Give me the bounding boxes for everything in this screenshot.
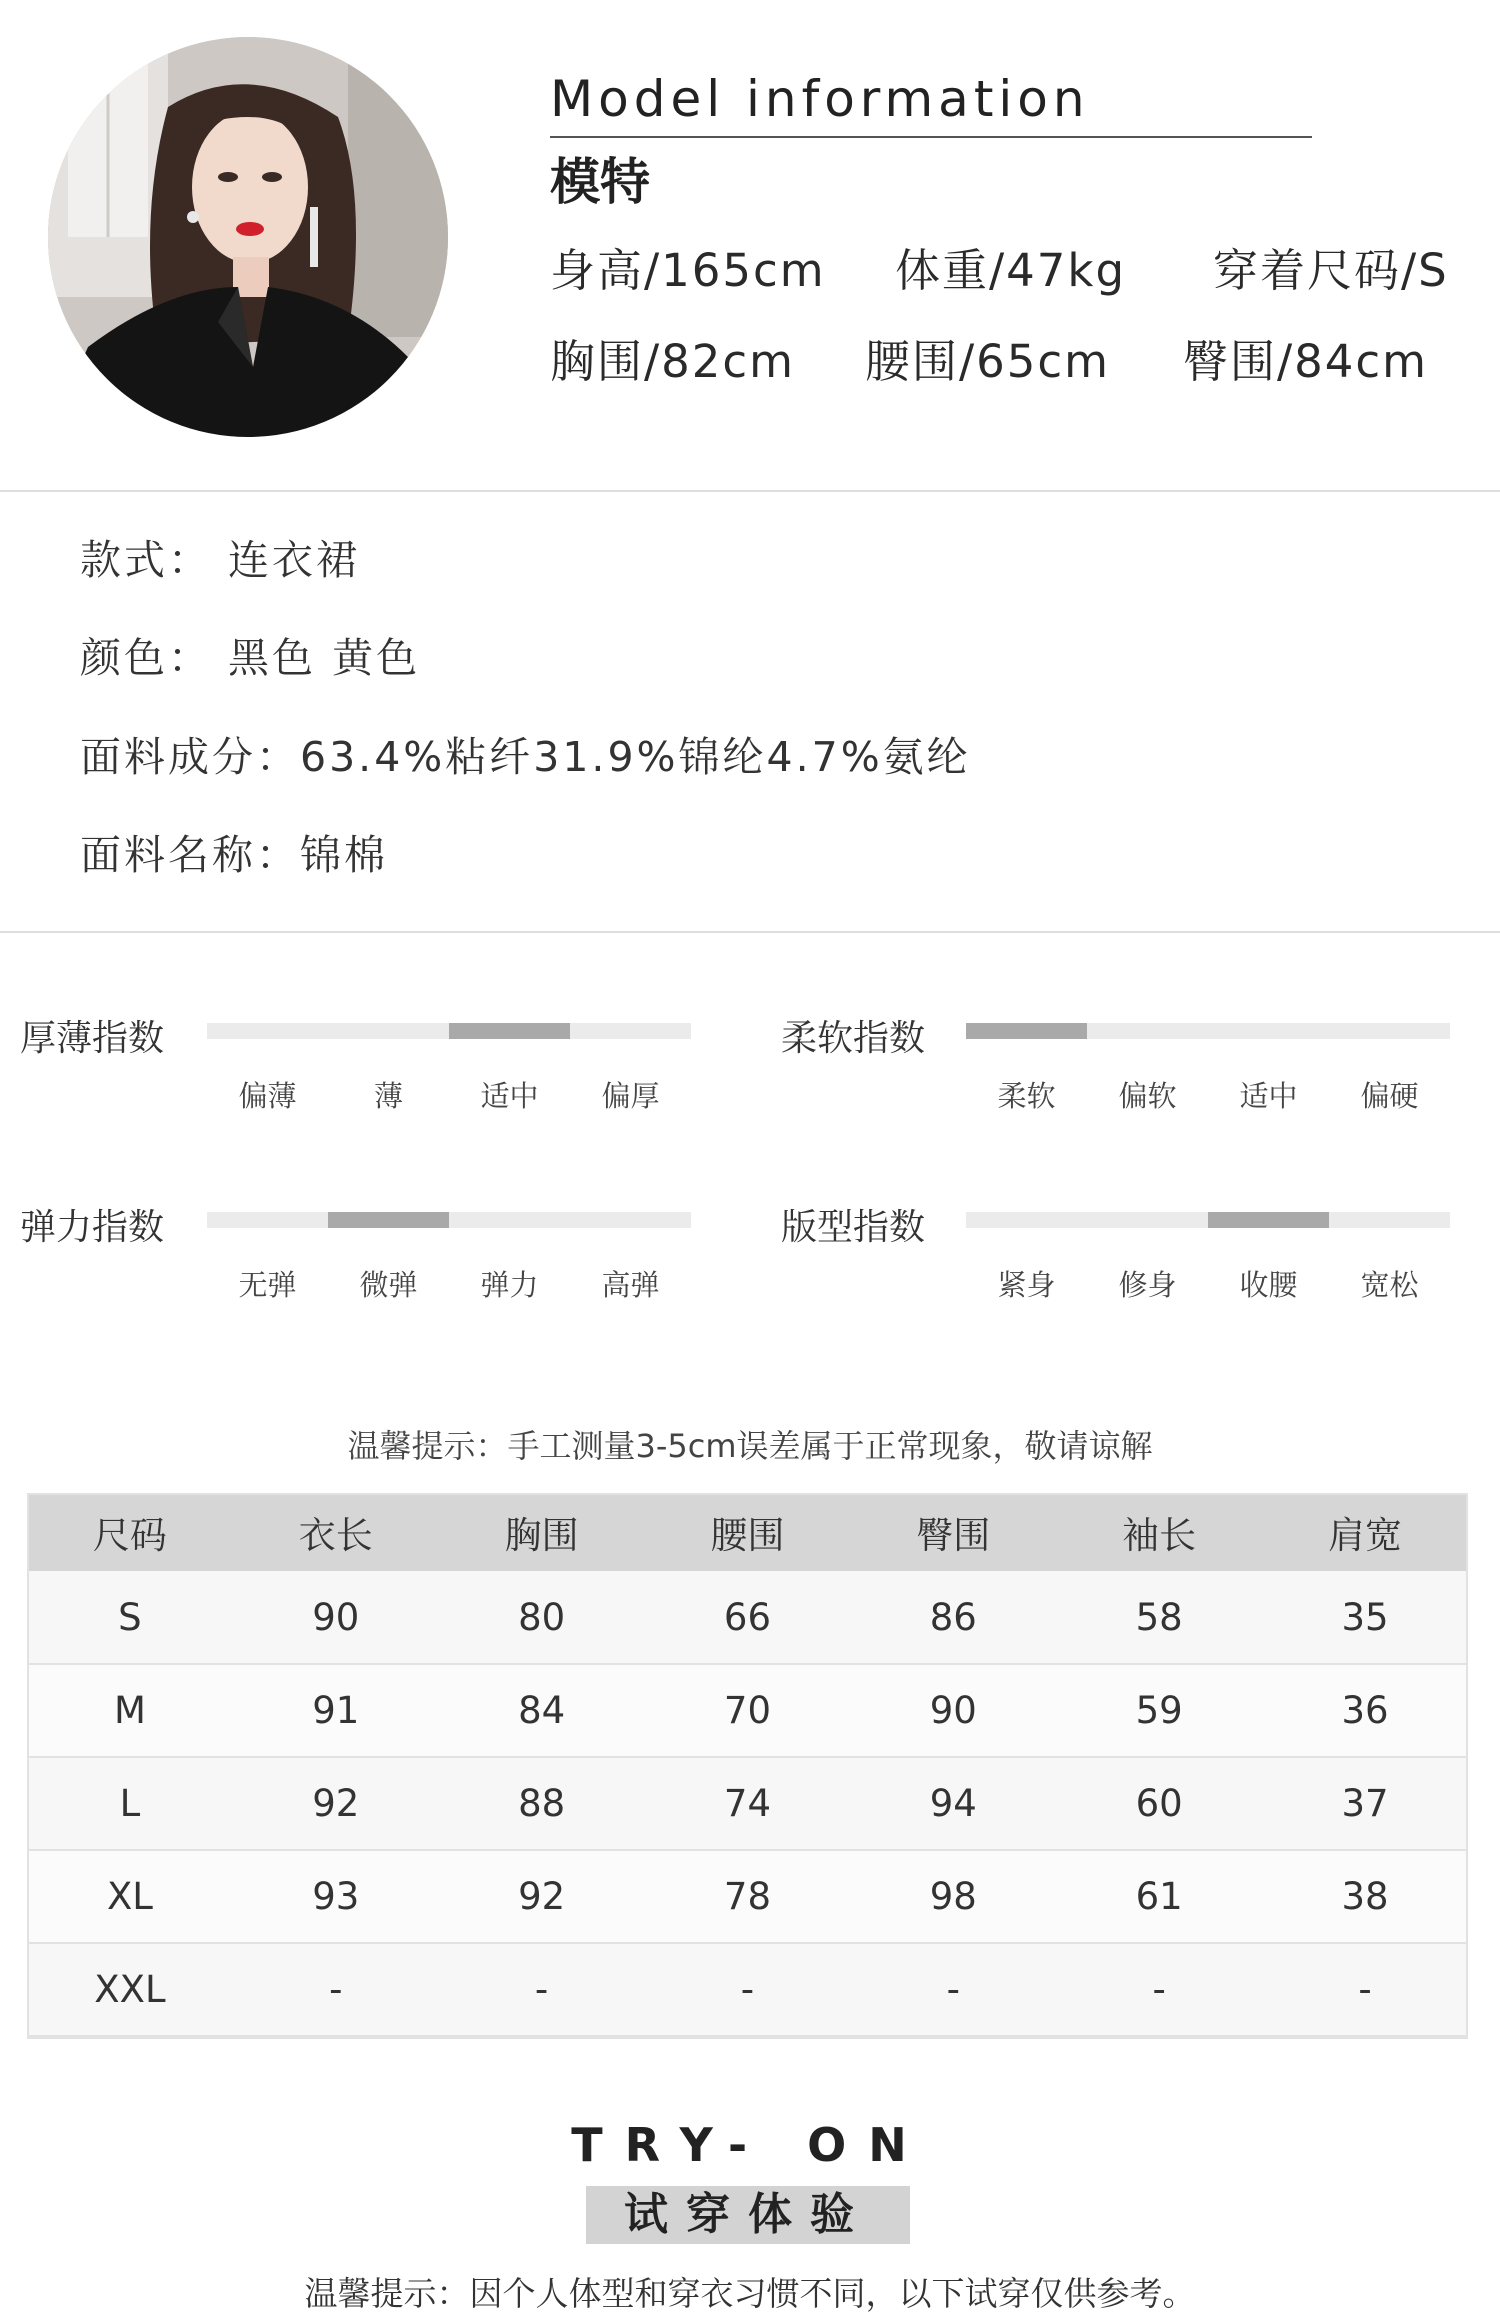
- table-row: [27, 1664, 1468, 1757]
- table-cell: 60: [1056, 1757, 1262, 1850]
- table-cell: 92: [233, 1757, 439, 1850]
- table-cell: 80: [439, 1571, 645, 1664]
- model-title-cn: 模特: [550, 153, 650, 211]
- index-option: 微弹: [359, 1268, 418, 1302]
- index-option: 收腰: [1239, 1268, 1298, 1302]
- model-waist: 腰围/65cm: [865, 335, 1110, 388]
- index-selected-marker: [328, 1212, 449, 1228]
- index-option: 偏硬: [1360, 1079, 1419, 1113]
- table-cell: -: [1056, 1943, 1262, 2036]
- index-title: 弹力指数: [20, 1207, 165, 1248]
- model-portrait-image: [48, 37, 448, 437]
- table-cell: -: [645, 1943, 851, 2036]
- model-weight: 体重/47kg: [895, 244, 1127, 297]
- heading-underline: [550, 136, 1312, 138]
- table-header-cell: 衣长: [233, 1493, 439, 1571]
- table-cell: 61: [1056, 1850, 1262, 1943]
- table-cell: 66: [645, 1571, 851, 1664]
- table-cell: -: [850, 1943, 1056, 2036]
- table-cell: 86: [850, 1571, 1056, 1664]
- table-cell: 35: [1262, 1571, 1468, 1664]
- index-track: [966, 1212, 1450, 1228]
- index-option: 修身: [1118, 1268, 1177, 1302]
- table-row: [27, 1757, 1468, 1850]
- section-divider: [0, 931, 1500, 933]
- size-table: [27, 1493, 1468, 2037]
- table-cell: 70: [645, 1664, 851, 1757]
- index-option: 偏厚: [601, 1079, 660, 1113]
- table-cell: 90: [233, 1571, 439, 1664]
- model-bust: 胸围/82cm: [550, 335, 795, 388]
- index-selected-marker: [1208, 1212, 1329, 1228]
- table-row: [27, 1850, 1468, 1943]
- index-option: 紧身: [997, 1268, 1056, 1302]
- table-header-cell: 肩宽: [1262, 1493, 1468, 1571]
- tryon-note: 温馨提示：因个人体型和穿衣习惯不同，以下试穿仅供参考。: [304, 2274, 1196, 2313]
- model-size: 穿着尺码/S: [1213, 244, 1449, 297]
- size-label-cell: XL: [27, 1850, 233, 1943]
- index-option: 偏软: [1118, 1079, 1177, 1113]
- index-track: [966, 1023, 1450, 1039]
- model-photo: [48, 37, 448, 437]
- table-cell: 38: [1262, 1850, 1468, 1943]
- index-selected-marker: [449, 1023, 570, 1039]
- index-option: 适中: [1239, 1079, 1298, 1113]
- table-cell: 93: [233, 1850, 439, 1943]
- table-row: [27, 1571, 1468, 1664]
- size-label-cell: M: [27, 1664, 233, 1757]
- product-color: 颜色： 黑色 黄色: [80, 634, 421, 682]
- index-title: 版型指数: [781, 1207, 926, 1248]
- model-hip: 臀围/84cm: [1183, 335, 1428, 388]
- tryon-title: TRY- ON: [571, 2118, 929, 2172]
- index-option: 无弹: [238, 1268, 297, 1302]
- product-composition: 面料成分：63.4%粘纤31.9%锦纶4.7%氨纶: [80, 733, 971, 781]
- table-header-cell: 袖长: [1056, 1493, 1262, 1571]
- table-header-cell: 尺码: [27, 1493, 233, 1571]
- table-cell: 36: [1262, 1664, 1468, 1757]
- tryon-label: 试穿体验: [586, 2186, 910, 2244]
- table-cell: 78: [645, 1850, 851, 1943]
- table-header-cell: 腰围: [645, 1493, 851, 1571]
- index-track: [207, 1023, 691, 1039]
- product-fabric: 面料名称：锦棉: [80, 831, 388, 879]
- table-header-cell: 胸围: [439, 1493, 645, 1571]
- table-cell: 59: [1056, 1664, 1262, 1757]
- index-option: 弹力: [480, 1268, 539, 1302]
- table-cell: -: [1262, 1943, 1468, 2036]
- size-label-cell: S: [27, 1571, 233, 1664]
- table-cell: 90: [850, 1664, 1056, 1757]
- measurement-note: 温馨提示：手工测量3-5cm误差属于正常现象，敬请谅解: [347, 1427, 1153, 1465]
- table-cell: 92: [439, 1850, 645, 1943]
- table-cell: 58: [1056, 1571, 1262, 1664]
- table-cell: -: [233, 1943, 439, 2036]
- table-cell: 84: [439, 1664, 645, 1757]
- index-option: 薄: [373, 1079, 404, 1113]
- table-row: [27, 1943, 1468, 2036]
- index-selected-marker: [966, 1023, 1087, 1039]
- index-option: 高弹: [601, 1268, 660, 1302]
- size-label-cell: L: [27, 1757, 233, 1850]
- table-cell: -: [439, 1943, 645, 2036]
- product-style: 款式： 连衣裙: [80, 536, 361, 584]
- table-cell: 91: [233, 1664, 439, 1757]
- section-divider: [0, 490, 1500, 492]
- index-title: 厚薄指数: [20, 1018, 165, 1059]
- index-option: 偏薄: [238, 1079, 297, 1113]
- model-height: 身高/165cm: [550, 244, 826, 297]
- index-option: 适中: [480, 1079, 539, 1113]
- table-cell: 37: [1262, 1757, 1468, 1850]
- index-title: 柔软指数: [781, 1018, 926, 1059]
- index-option: 柔软: [997, 1079, 1056, 1113]
- table-header-row: [27, 1493, 1468, 1571]
- table-cell: 74: [645, 1757, 851, 1850]
- index-track: [207, 1212, 691, 1228]
- table-cell: 88: [439, 1757, 645, 1850]
- model-info-heading: Model information: [550, 70, 1090, 128]
- table-cell: 94: [850, 1757, 1056, 1850]
- table-header-cell: 臀围: [850, 1493, 1056, 1571]
- index-option: 宽松: [1360, 1268, 1419, 1302]
- size-label-cell: XXL: [27, 1943, 233, 2036]
- table-cell: 98: [850, 1850, 1056, 1943]
